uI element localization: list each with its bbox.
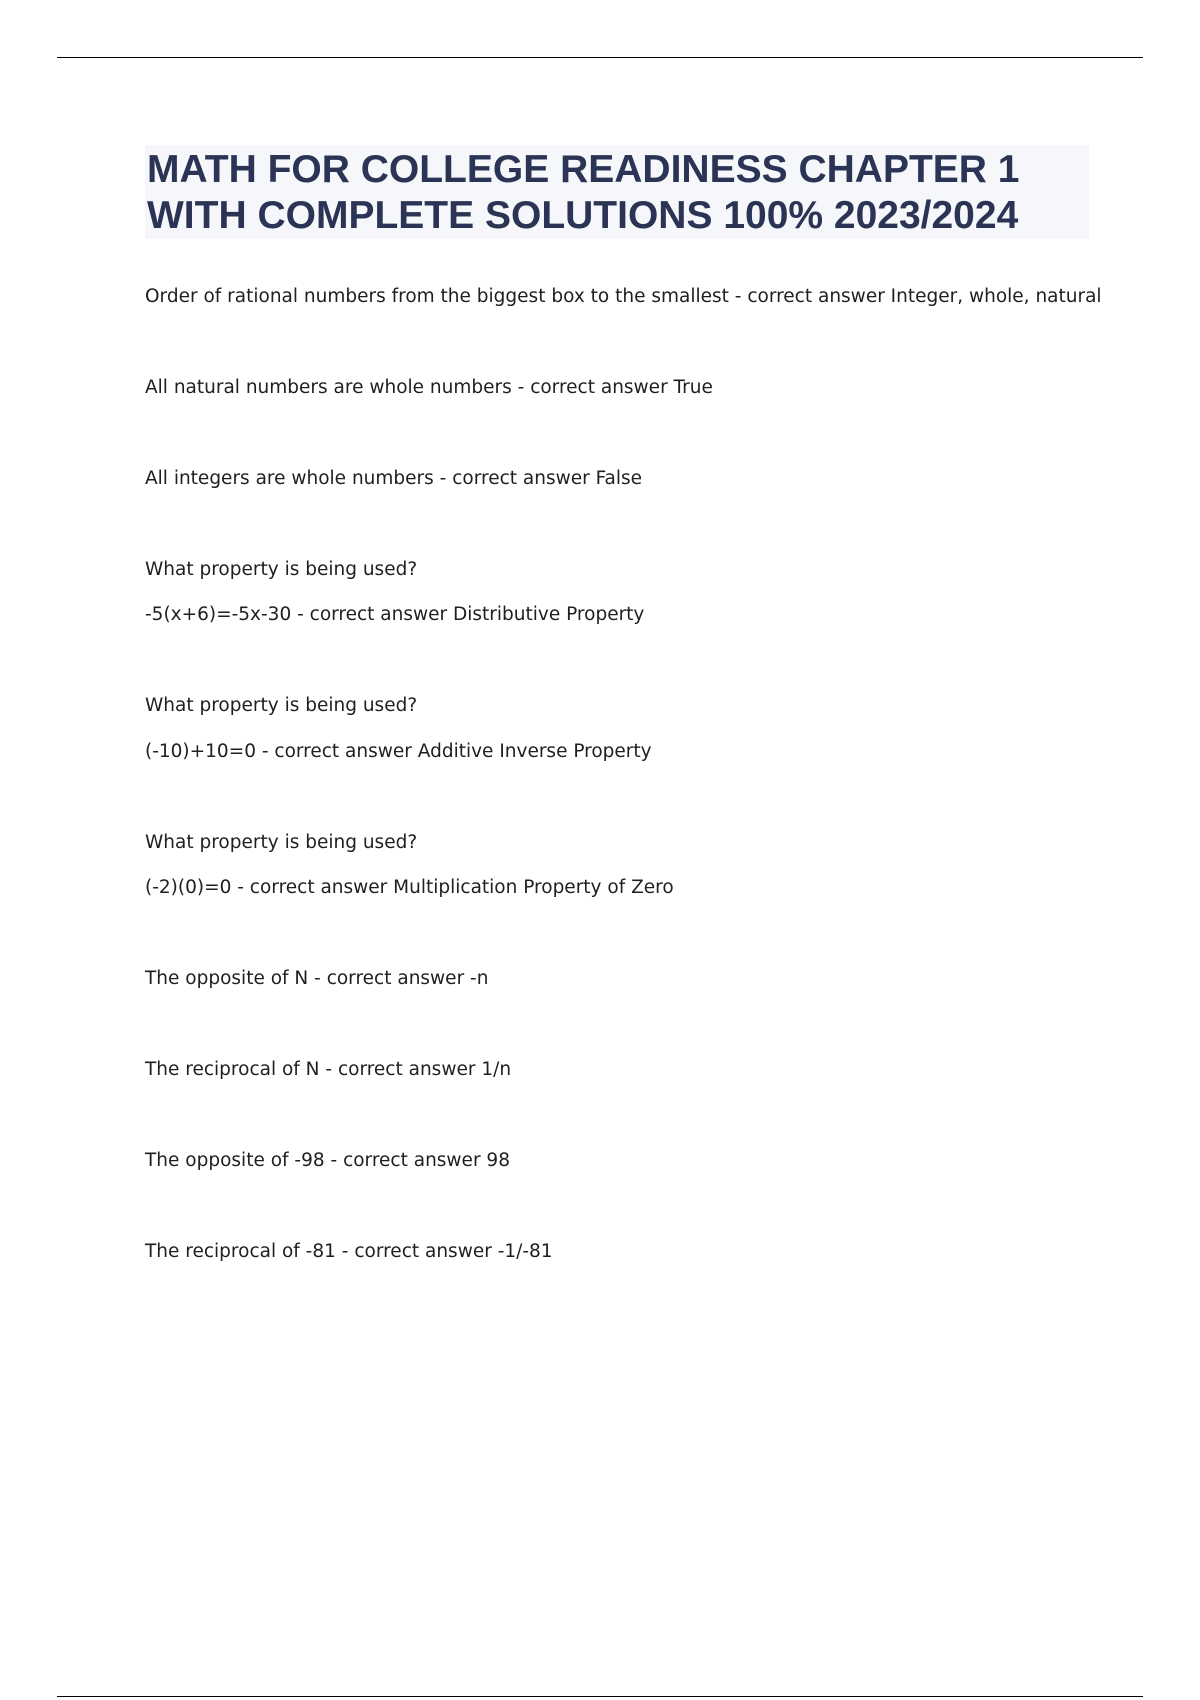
qa-item-1: Order of rational numbers from the biggest box to the smallest - correct answer Integer, whole, natural <box>145 286 1102 307</box>
qa-item-9: The opposite of -98 - correct answer 98 <box>145 1150 510 1171</box>
bottom-rule <box>57 1696 1143 1697</box>
document-title <box>145 145 1089 239</box>
qa-question-4: What property is being used? <box>145 559 418 580</box>
qa-item-8: The reciprocal of N - correct answer 1/n <box>145 1059 512 1080</box>
qa-question-6: What property is being used? <box>145 832 418 853</box>
qa-item-3: All integers are whole numbers - correct answer False <box>145 468 643 489</box>
title-line-2: WITH COMPLETE SOLUTIONS 100% 2023/2024 <box>147 194 1019 237</box>
title-line-1: MATH FOR COLLEGE READINESS CHAPTER 1 <box>147 148 1020 191</box>
qa-item-2: All natural numbers are whole numbers - correct answer True <box>145 377 713 398</box>
qa-item-10: The reciprocal of -81 - correct answer -1/-81 <box>145 1241 553 1262</box>
qa-item-7: The opposite of N - correct answer -n <box>145 968 489 989</box>
top-rule <box>57 57 1143 58</box>
qa-answer-4: -5(x+6)=-5x-30 - correct answer Distributive Property <box>145 604 645 625</box>
qa-answer-6: (-2)(0)=0 - correct answer Multiplication Property of Zero <box>145 877 674 898</box>
qa-answer-5: (-10)+10=0 - correct answer Additive Inverse Property <box>145 741 652 762</box>
qa-question-5: What property is being used? <box>145 695 418 716</box>
